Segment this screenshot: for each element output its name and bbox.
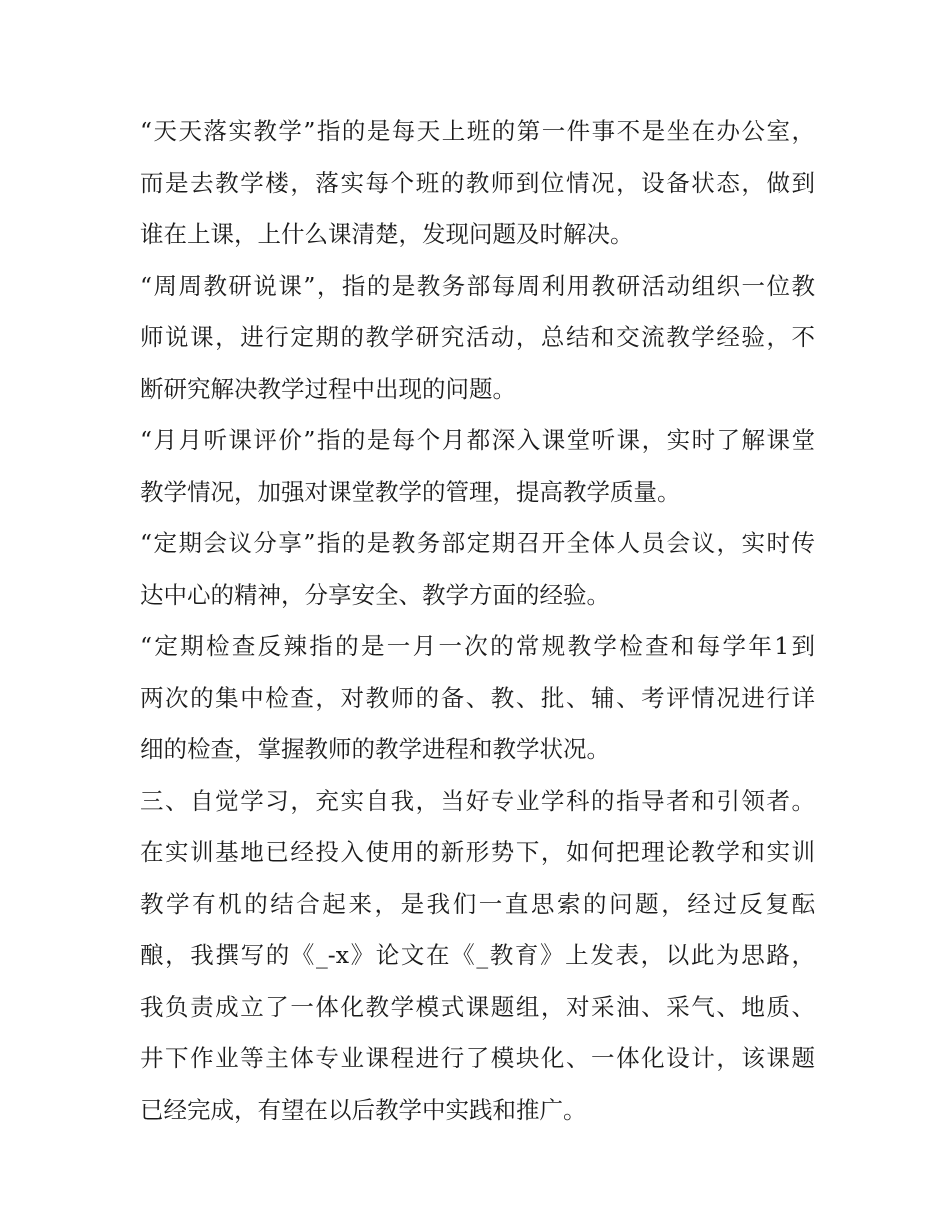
paragraph-research bbox=[140, 827, 815, 1136]
text-line: 我负责成立了一体化教学模式课题组，对采油、采气、地质、 bbox=[140, 992, 815, 1021]
paragraph-weekly bbox=[140, 261, 815, 416]
text-line: “定期会议分享”指的是教务部定期召开全体人员会议，实时传 bbox=[140, 529, 815, 557]
document-body bbox=[140, 106, 815, 1136]
text-line: 谁在上课，上什么课清楚，发现问题及时解决。 bbox=[140, 220, 634, 248]
text-line: 已经完成，有望在以后教学中实践和推广。 bbox=[140, 1095, 587, 1124]
text-line: 在实训基地已经投入使用的新形势下，如何把理论教学和实训 bbox=[140, 838, 815, 866]
text-line: 井下作业等主体专业课程进行了模块化、一体化设计，该课题 bbox=[140, 1044, 815, 1072]
text-line: 师说课，进行定期的教学研究活动，总结和交流教学经验，不 bbox=[140, 323, 815, 351]
text-line: “周周教研说课”，指的是教务部每周利用教研活动组织一位教 bbox=[140, 271, 815, 300]
paragraph-monthly bbox=[140, 415, 815, 518]
text-line: 教学情况，加强对课堂教学的管理，提高教学质量。 bbox=[140, 477, 681, 506]
text-line: “天天落实教学”指的是每天上班的第一件事不是坐在办公室， bbox=[140, 117, 815, 145]
paragraph-inspection bbox=[140, 621, 815, 776]
paragraph-daily bbox=[140, 106, 815, 261]
text-line: “月月听课评价”指的是每个月都深入课堂听课，实时了解课堂 bbox=[140, 426, 815, 454]
text-line: 酿，我撰写的《_-x》论文在《_教育》上发表，以此为思路， bbox=[140, 941, 815, 969]
text-line: 两次的集中检查，对教师的备、教、批、辅、考评情况进行详 bbox=[140, 683, 815, 712]
text-line: 断研究解决教学过程中出现的问题。 bbox=[140, 374, 516, 403]
text-line: “定期检查反辣指的是一月一次的常规教学检查和每学年1到 bbox=[140, 632, 815, 660]
text-line: 细的检查，掌握教师的教学进程和教学状况。 bbox=[140, 735, 610, 763]
text-line: 而是去教学楼，落实每个班的教师到位情况，设备状态，做到 bbox=[140, 168, 815, 197]
text-line: 达中心的精神，分享安全、教学方面的经验。 bbox=[140, 580, 610, 609]
text-line: 三、自觉学习，充实自我，当好专业学科的指导者和引领者。 bbox=[140, 786, 815, 815]
section-heading bbox=[140, 776, 815, 828]
text-line: 教学有机的结合起来，是我们一直思索的问题，经过反复酝 bbox=[140, 889, 815, 918]
paragraph-meeting bbox=[140, 518, 815, 621]
